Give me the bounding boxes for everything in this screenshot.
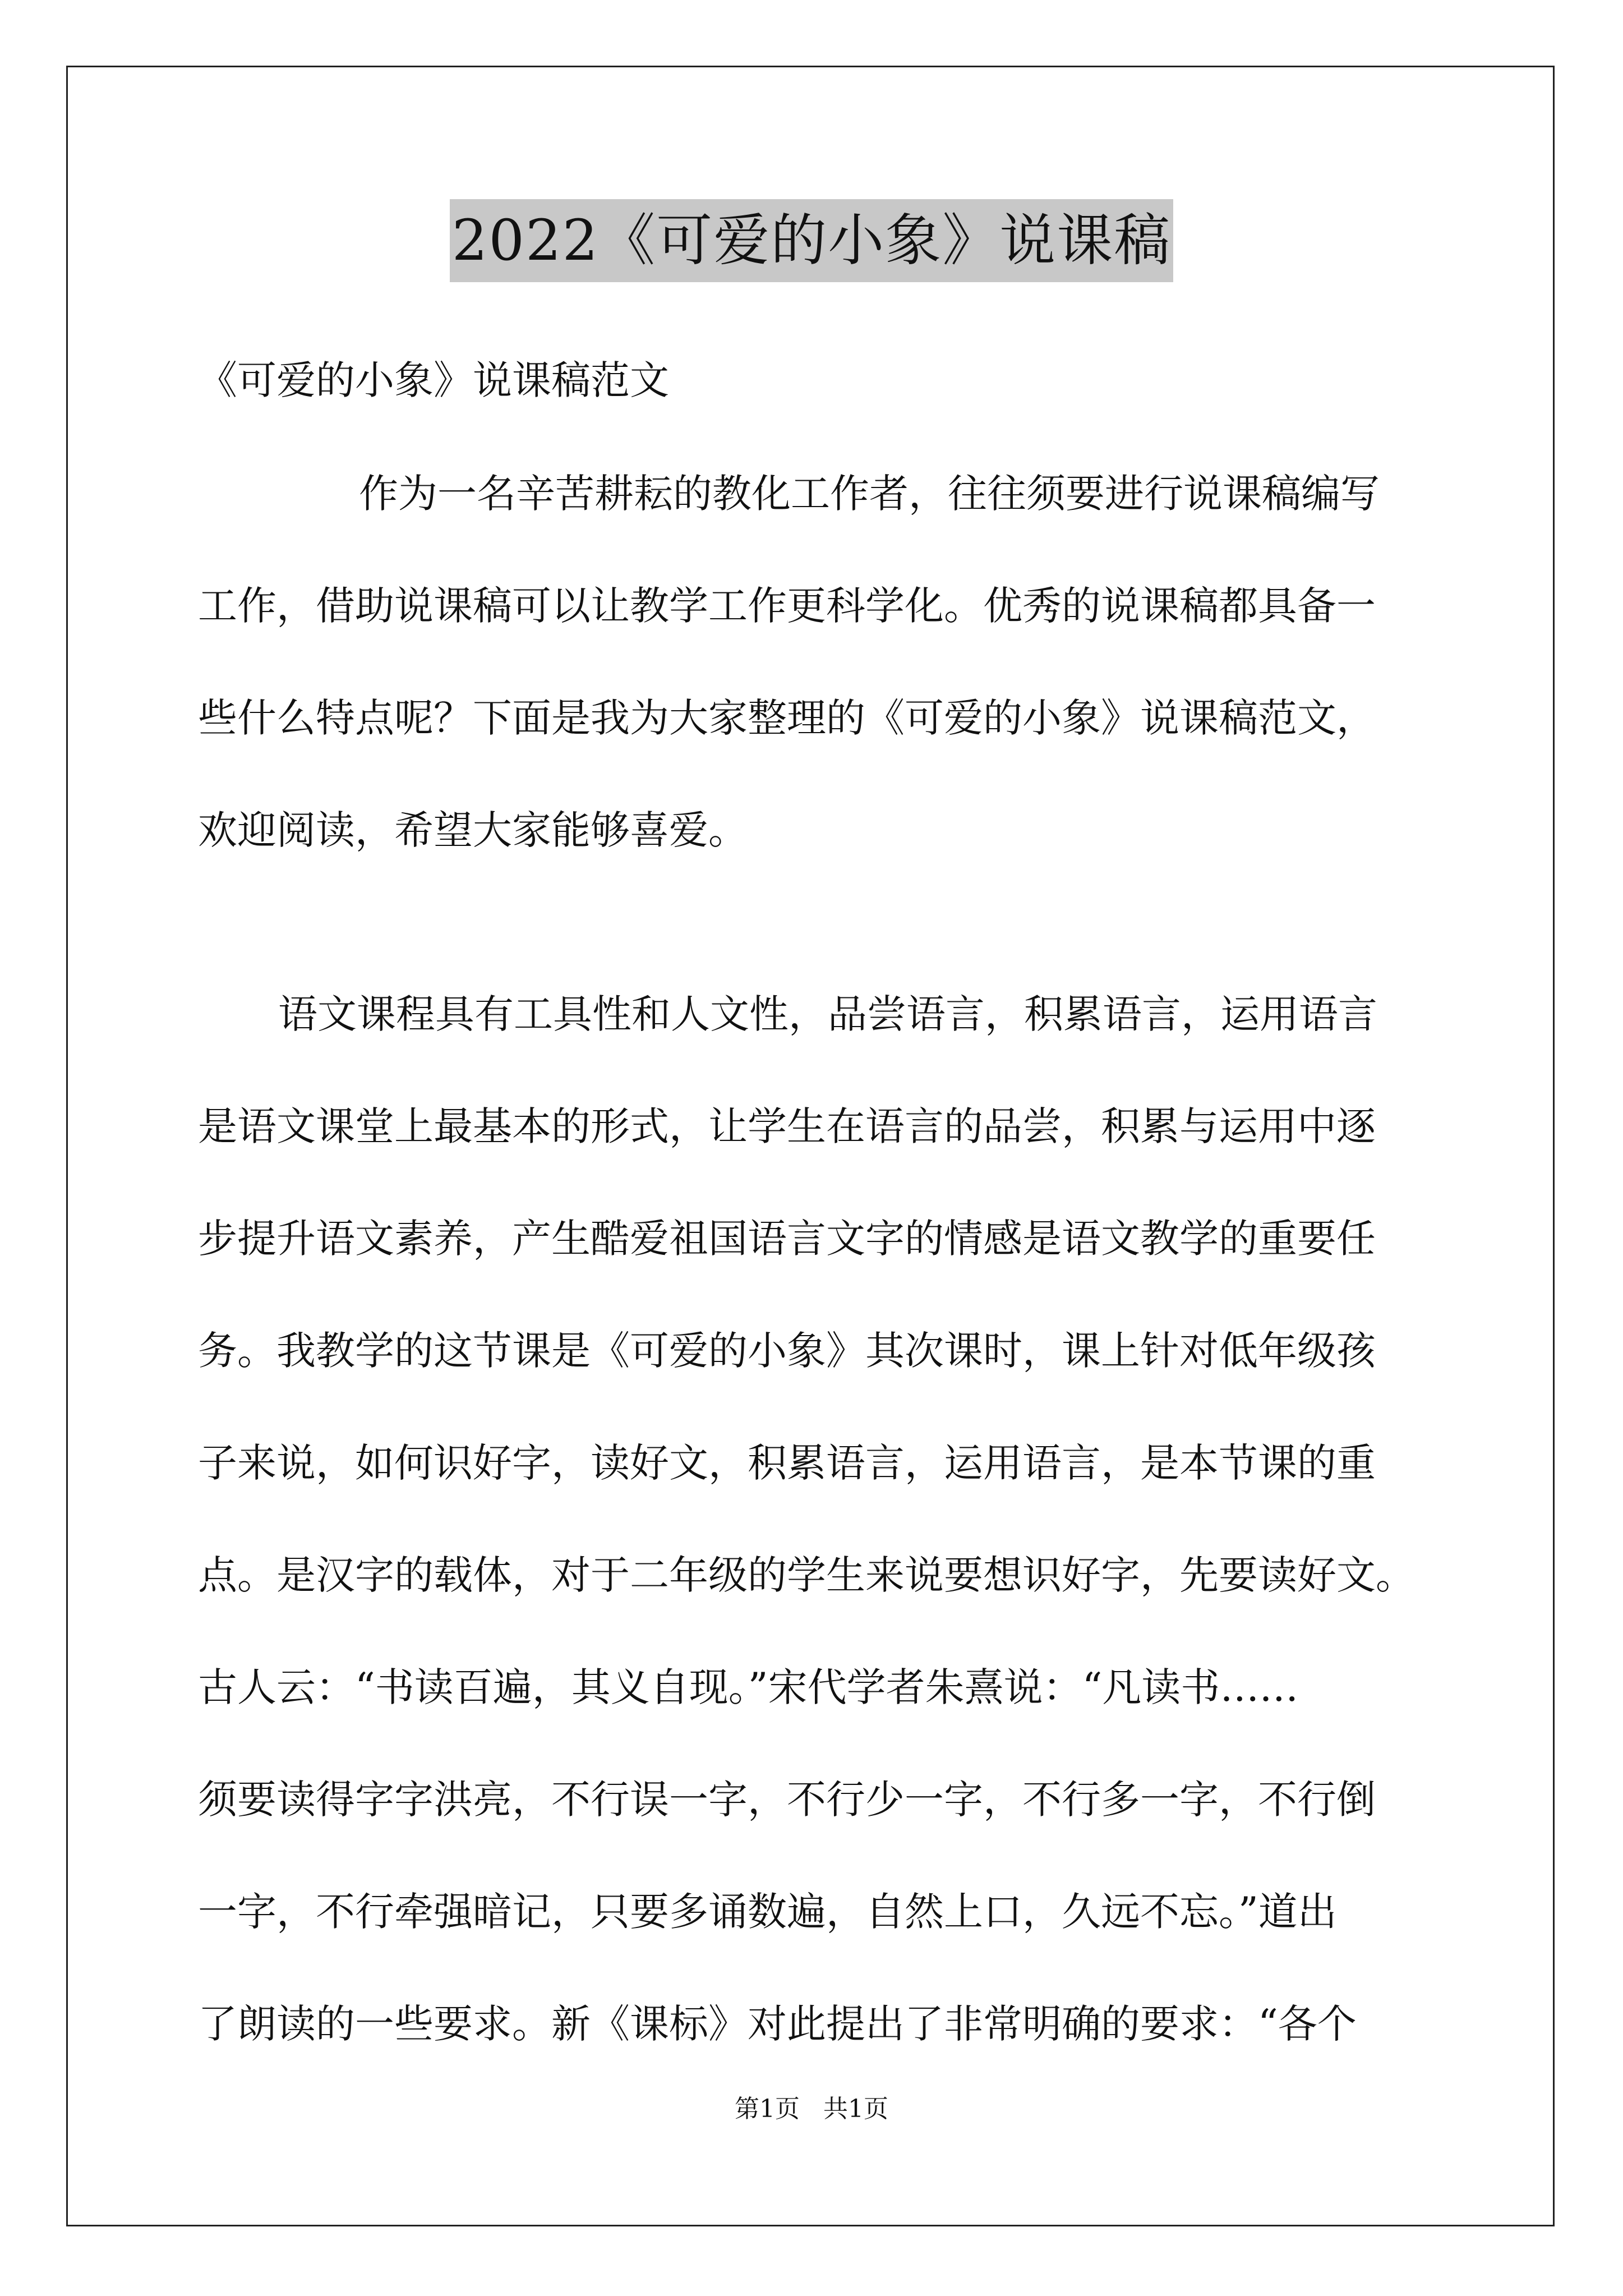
paragraph-line: 古人云：“书读百遍，其义自现。”宋代学者朱熹说：“凡读书…… — [198, 1664, 1299, 1710]
paragraph-line: 了朗读的一些要求。新《课标》对此提出了非常明确的要求：“各个 — [198, 2001, 1357, 2047]
paragraph-line: 工作，借助说课稿可以让教学工作更科学化。优秀的说课稿都具备一 — [198, 583, 1376, 629]
paragraph-line: 作为一名辛苦耕耘的教化工作者，往往须要进行说课稿编写 — [359, 471, 1380, 517]
page-footer: 第1页 共1页 — [735, 2095, 888, 2123]
paragraph-body — [198, 958, 1426, 2080]
paragraph-line: 语文课程具有工具性和人文性，品尝语言，积累语言，运用语言 — [278, 991, 1377, 1037]
paragraph-line: 是语文课堂上最基本的形式，让学生在语言的品尝，积累与运用中逐 — [198, 1103, 1376, 1149]
paragraph-line: 一字，不行牵强暗记，只要多诵数遍，自然上口，久远不忘。”道出 — [198, 1889, 1337, 1935]
paragraph-line: 务。我教学的这节课是《可爱的小象》其次课时，课上针对低年级孩 — [198, 1328, 1376, 1374]
paragraph-line: 步提升语文素养，产生酷爱祖国语言文字的情感是语文教学的重要任 — [198, 1216, 1376, 1262]
title-container — [0, 199, 1623, 282]
paragraph-line: 点。是汉字的载体，对于二年级的学生来说要想识好字，先要读好文。 — [198, 1552, 1415, 1598]
document-subtitle: 《可爱的小象》说课稿范文 — [198, 357, 669, 403]
paragraph-line: 些什么特点呢？下面是我为大家整理的《可爱的小象》说课稿范文， — [198, 695, 1376, 741]
paragraph-intro — [198, 438, 1426, 886]
document-title: 2022《可爱的小象》说课稿 — [450, 199, 1174, 282]
paragraph-line: 欢迎阅读，希望大家能够喜爱。 — [198, 807, 748, 853]
paragraph-line: 子来说，如何识好字，读好文，积累语言，运用语言，是本节课的重 — [198, 1440, 1376, 1486]
paragraph-line: 须要读得字字洪亮，不行误一字，不行少一字，不行多一字，不行倒 — [198, 1777, 1376, 1823]
